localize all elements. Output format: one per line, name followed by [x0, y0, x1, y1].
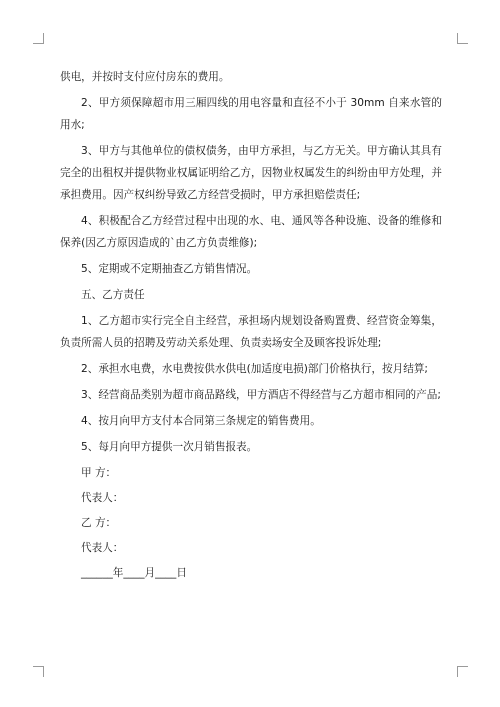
crop-mark-top-right	[457, 33, 468, 44]
document-body	[60, 66, 442, 587]
clause-b3: 3、经营商品类别为超市商品路线，甲方酒店不得经营与乙方超市相同的产品;	[81, 389, 441, 401]
clause-a4: 4、积极配合乙方经营过程中出现的水、电、通风等各种设施、设备的维修和保养(因乙方原因造成的`由乙方负责维修);	[60, 215, 442, 249]
paragraph-continuation: 供电，并按时支付应付房东的费用。	[60, 71, 230, 83]
clause-b2: 2、承担水电费，水电费按供水供电(加适度电损)部门价格执行，按月结算;	[81, 363, 428, 375]
clause-a5: 5、定期或不定期抽查乙方销售情况。	[81, 263, 258, 275]
crop-mark-top-left	[33, 33, 44, 44]
crop-mark-bottom-right	[457, 666, 468, 677]
party-a-label: 甲 方：	[81, 467, 117, 479]
crop-mark-bottom-left	[33, 666, 44, 677]
clause-b4: 4、按月向甲方支付本合同第三条规定的销售费用。	[81, 415, 321, 427]
party-b-representative: 代表人：	[81, 542, 124, 554]
clause-a3: 3、甲方与其他单位的债权债务，由甲方承担，与乙方无关。甲方确认其具有完全的出租权并提供物业权属证明给乙方，因物业权属发生的纠纷由甲方处理，并承担费用。因产权纠纷导致乙方经营受损时，甲方承担赔偿责任;	[60, 145, 442, 201]
signature-block	[60, 462, 442, 584]
party-b-label: 乙 方：	[81, 517, 117, 529]
signature-date: ______年____月____日	[81, 567, 187, 579]
clause-a2: 2、甲方须保障超市用三厢四线的用电容量和直径不小于 30mm 自来水管的用水;	[60, 97, 442, 131]
clause-b5: 5、每月向甲方提供一次月销售报表。	[81, 441, 258, 453]
clause-b1: 1、乙方超市实行完全自主经营，承担场内规划设备购置费、经营资金筹集，负责所需人员的招聘及劳动关系处理、负责卖场安全及顾客投诉处理;	[60, 315, 442, 349]
party-a-representative: 代表人：	[81, 492, 124, 504]
section-heading-party-b: 五、乙方责任	[81, 289, 145, 301]
